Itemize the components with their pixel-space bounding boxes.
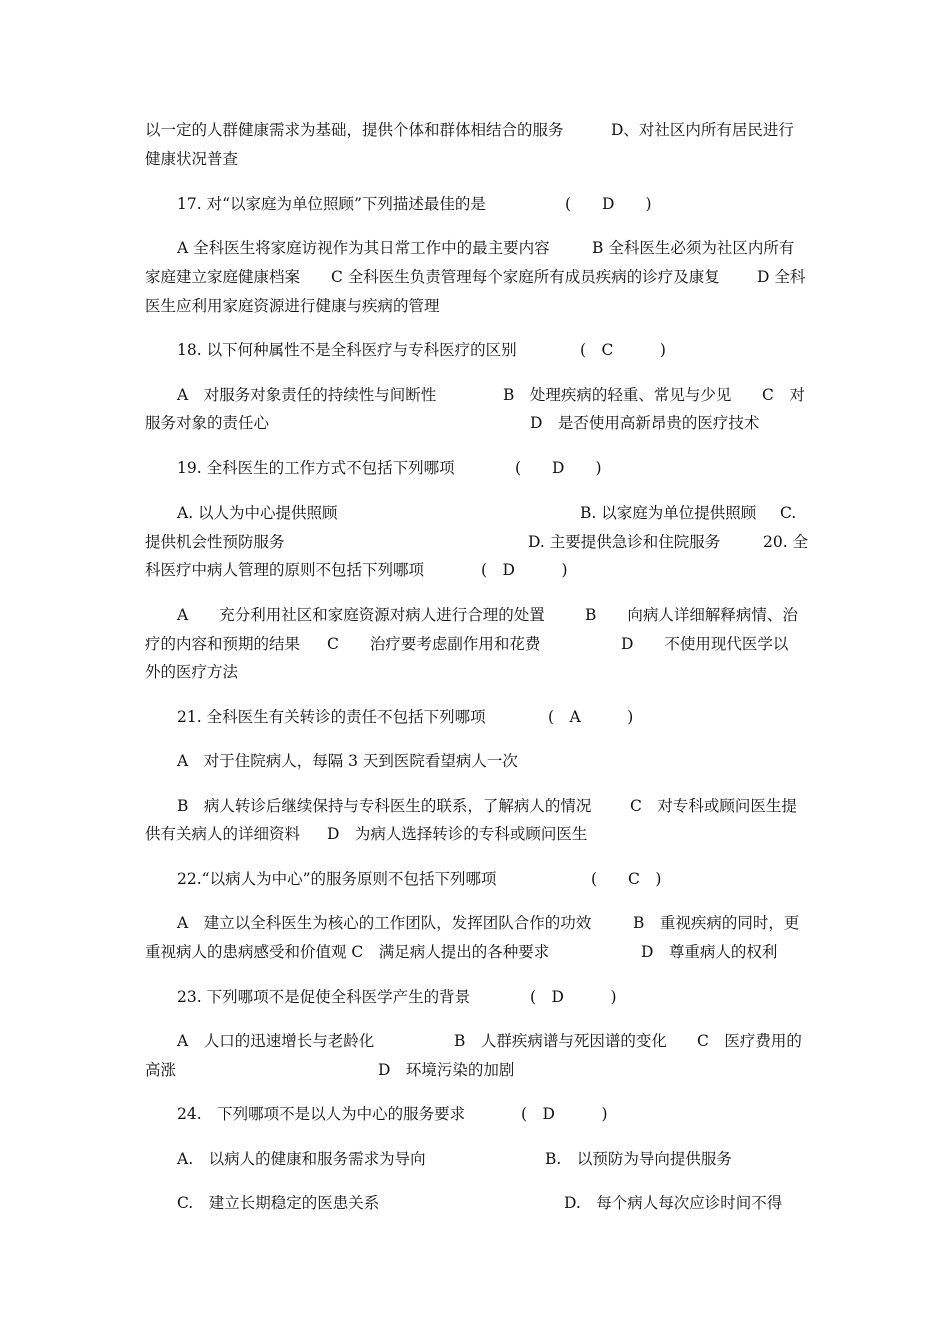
option-text: B 重视疾病的同时，更	[633, 914, 800, 932]
question-stem: 18. 以下何种属性不是全科医疗与专科医疗的区别	[177, 341, 517, 359]
option-text: C.	[780, 504, 797, 522]
question-stem: 17. 对“以家庭为单位照顾”下列描述最佳的是	[177, 195, 486, 213]
option-text: B 处理疾病的轻重、常见与少见	[503, 386, 732, 404]
option-text: 外的医疗方法	[145, 663, 239, 681]
option-text: 供有关病人的详细资料	[145, 825, 301, 843]
question-21	[0, 703, 950, 731]
option-text: 20. 全	[763, 533, 809, 551]
option-text: B. 以预防为导向提供服务	[545, 1150, 732, 1168]
text-line	[0, 658, 950, 686]
option-text: B. 以家庭为单位提供照顾	[580, 504, 757, 522]
text-line	[0, 820, 950, 848]
text-line	[0, 601, 950, 629]
option-text: D. 主要提供急诊和住院服务	[528, 533, 721, 551]
text-line	[0, 409, 950, 437]
answer-label: ( A )	[548, 708, 634, 726]
option-text: D 是否使用高新昂贵的医疗技术	[530, 414, 760, 432]
option-text: B 病人转诊后继续保持与专科医生的联系，了解病人的情况	[177, 797, 592, 815]
option-text: 高涨	[145, 1061, 177, 1079]
question-stem: 23. 下列哪项不是促使全科医学产生的背景	[177, 988, 471, 1006]
text-line	[0, 1145, 950, 1173]
text-line	[0, 263, 950, 291]
option-text: 服务对象的责任心	[145, 414, 270, 432]
option-text: A 对于住院病人，每隔 3 天到医院看望病人一次	[177, 752, 518, 770]
option-text: B 向病人详细解释病情、治	[585, 606, 798, 624]
text-line	[0, 116, 950, 144]
option-text: 健康状况普查	[145, 150, 239, 168]
answer-label: ( D )	[521, 1105, 608, 1123]
text-line	[0, 234, 950, 262]
question-stem: 22.“以病人为中心”的服务原则不包括下列哪项	[177, 870, 497, 888]
question-17	[0, 190, 950, 218]
option-text: C 全科医生负责管理每个家庭所有成员疾病的诊疗及康复	[331, 268, 720, 286]
question-20	[0, 556, 950, 584]
option-text: A 人口的迅速增长与老龄化	[177, 1032, 375, 1050]
question-stem: 科医疗中病人管理的原则不包括下列哪项	[145, 561, 425, 579]
option-text: 提供机会性预防服务	[145, 533, 285, 551]
option-text: 疗的内容和预期的结果	[145, 635, 301, 653]
text-line	[0, 145, 950, 173]
question-stem: 19. 全科医生的工作方式不包括下列哪项	[177, 459, 455, 477]
option-text: 医生应利用家庭资源进行健康与疾病的管理	[145, 297, 440, 315]
option-text: 家庭建立家庭健康档案	[145, 268, 301, 286]
question-24	[0, 1100, 950, 1128]
option-text: D 全科	[757, 268, 806, 286]
option-text: D 环境污染的加剧	[378, 1061, 515, 1079]
question-19	[0, 454, 950, 482]
option-text: D、对社区内所有居民进行	[611, 121, 794, 139]
text-line	[0, 1056, 950, 1084]
answer-label: ( D )	[565, 195, 652, 213]
question-18	[0, 336, 950, 364]
text-line	[0, 499, 950, 527]
option-text: D 为病人选择转诊的专科或顾问医生	[327, 825, 588, 843]
option-text: A. 以病人的健康和服务需求为导向	[177, 1150, 426, 1168]
answer-label: ( D )	[515, 459, 602, 477]
question-stem: 21. 全科医生有关转诊的责任不包括下列哪项	[177, 708, 486, 726]
option-text: A. 以人为中心提供照顾	[177, 504, 338, 522]
text-line	[0, 381, 950, 409]
answer-label: ( D )	[481, 561, 568, 579]
text-line	[0, 1189, 950, 1217]
option-text: A 全科医生将家庭访视作为其日常工作中的最主要内容	[177, 239, 550, 257]
answer-label: ( C )	[580, 341, 666, 359]
question-22	[0, 865, 950, 893]
option-text: A 对服务对象责任的持续性与间断性	[177, 386, 437, 404]
question-stem: 24. 下列哪项不是以人为中心的服务要求	[177, 1105, 466, 1123]
text-line	[0, 747, 950, 775]
option-text: C 治疗要考虑副作用和花费	[327, 635, 541, 653]
option-text: 以一定的人群健康需求为基础，提供个体和群体相结合的服务	[145, 121, 564, 139]
question-23	[0, 983, 950, 1011]
text-line	[0, 528, 950, 556]
text-line	[0, 909, 950, 937]
answer-label: ( D )	[530, 988, 617, 1006]
option-text: C. 建立长期稳定的医患关系	[177, 1194, 380, 1212]
option-text: C 对	[762, 386, 805, 404]
option-text: A 建立以全科医生为核心的工作团队，发挥团队合作的功效	[177, 914, 592, 932]
option-text: D. 每个病人每次应诊时间不得	[564, 1194, 783, 1212]
option-text: A 充分利用社区和家庭资源对病人进行合理的处置	[177, 606, 545, 624]
option-text: C 对专科或顾问医生提	[630, 797, 797, 815]
text-line	[0, 1027, 950, 1055]
option-text: B 全科医生必须为社区内所有	[592, 239, 795, 257]
answer-label: ( C )	[591, 870, 662, 888]
text-line	[0, 292, 950, 320]
option-text: 重视病人的患病感受和价值观 C 满足病人提出的各种要求	[145, 943, 550, 961]
option-text: D 尊重病人的权利	[641, 943, 778, 961]
option-text: C 医疗费用的	[697, 1032, 802, 1050]
text-line	[0, 938, 950, 966]
text-line	[0, 630, 950, 658]
option-text: B 人群疾病谱与死因谱的变化	[454, 1032, 667, 1050]
option-text: D 不使用现代医学以	[621, 635, 789, 653]
text-line	[0, 792, 950, 820]
